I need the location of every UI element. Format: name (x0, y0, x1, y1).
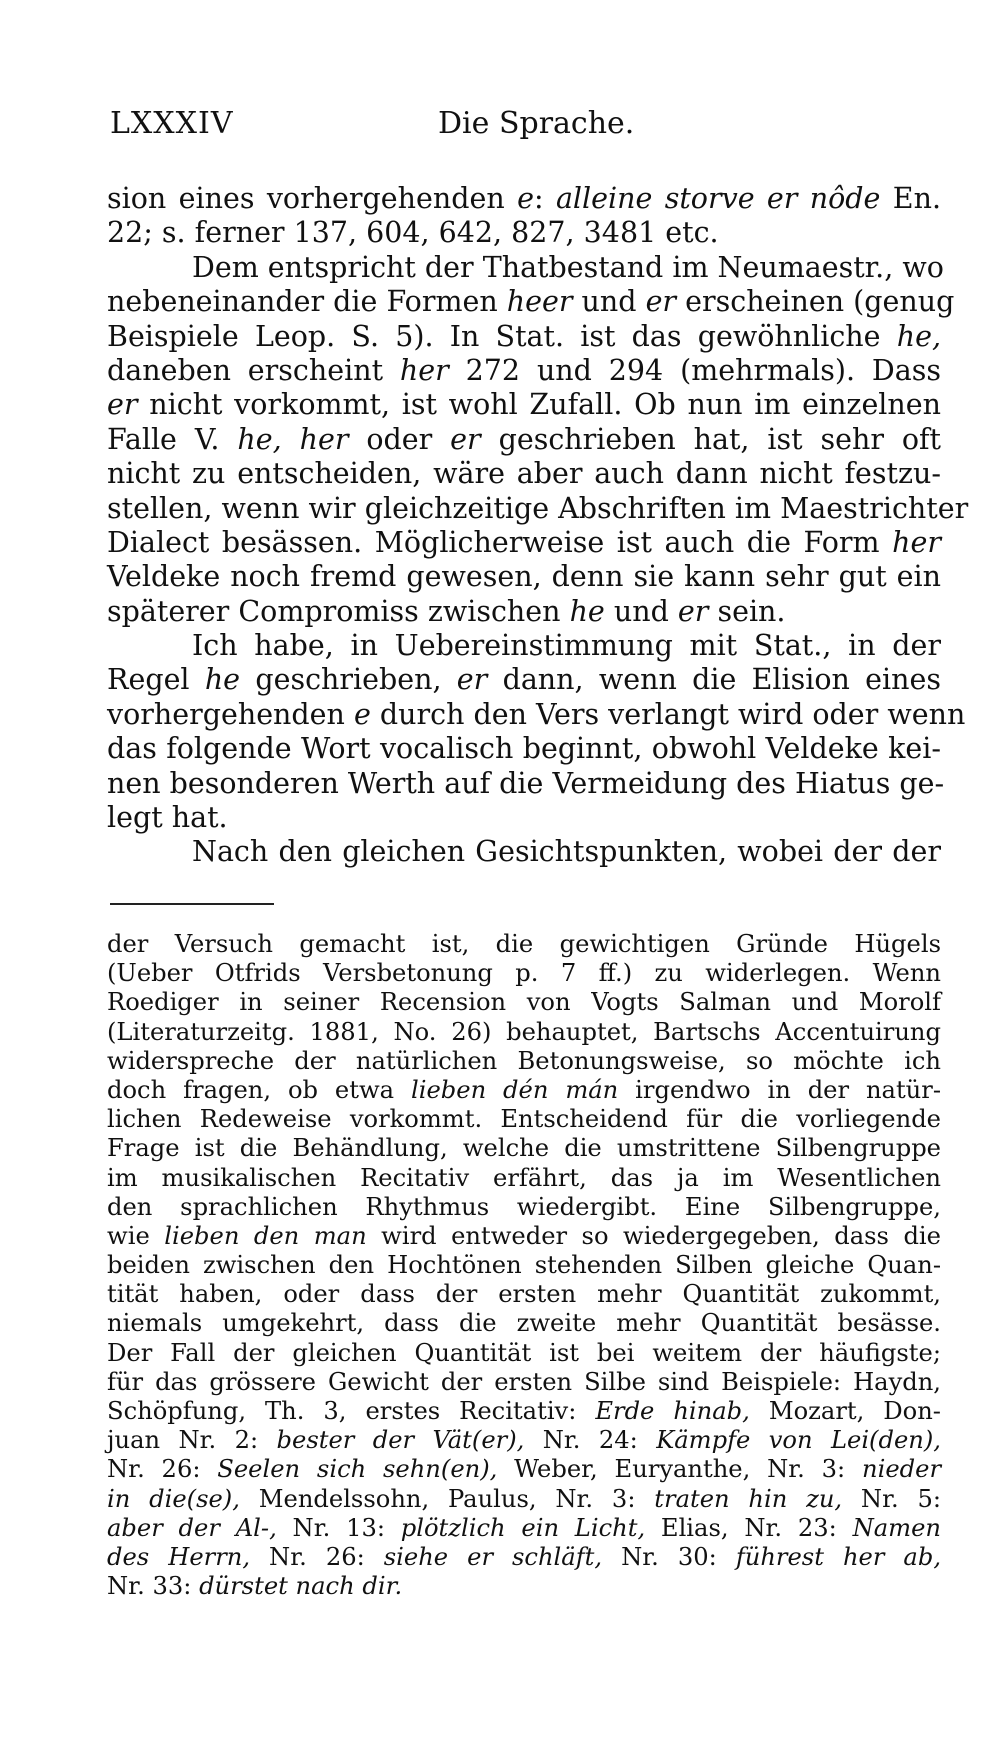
italic-text: führest her ab, (735, 1542, 942, 1571)
text-run: Nr. 33: (107, 1572, 200, 1601)
text-run: Ich habe, in Uebereinstimmung mit Stat., in der (192, 629, 941, 663)
footnote-line (107, 930, 941, 959)
text-line (107, 182, 941, 216)
text-run: 22; s. ferner 137, 604, 642, 827, 3481 etc. (107, 216, 719, 250)
italic-text: des Herrn, (107, 1542, 251, 1571)
text-run: Nr. 24: (524, 1426, 657, 1455)
footnote-line (107, 1076, 941, 1105)
text-run: widerspreche der natürlichen Betonungsweise, so möchte ich (107, 1046, 941, 1075)
text-run: und (572, 285, 646, 319)
text-line (107, 354, 941, 388)
footnote-line (107, 1251, 941, 1280)
running-head (110, 106, 944, 146)
italic-text: plötzlich ein Licht, (400, 1513, 646, 1542)
text-line (107, 491, 969, 526)
footnote-line (107, 1397, 941, 1426)
main-text (107, 182, 969, 870)
footnote-line (107, 1485, 941, 1514)
footnote-line (107, 959, 941, 988)
footnote-line (107, 1368, 941, 1397)
text-run: Roediger in seiner Recension von Vogts Salman und Morolf (107, 988, 941, 1017)
text-line (107, 250, 944, 285)
text-line (107, 320, 941, 354)
text-run: : (533, 182, 556, 215)
text-run: Nr. 5: (842, 1484, 942, 1513)
italic-text: er (677, 594, 709, 628)
text-run: erscheinen (genug (676, 285, 955, 319)
italic-text: er (450, 422, 481, 456)
text-run: geschrieben hat, ist sehr oft (480, 422, 942, 456)
footnote-line (107, 1309, 941, 1338)
italic-text: Seelen sich sehn(en), (217, 1455, 498, 1484)
footnote-line (107, 1280, 941, 1309)
italic-text: lieben dén mán (410, 1075, 619, 1104)
footnote-line (107, 988, 941, 1017)
text-line (107, 388, 941, 422)
text-run: den sprachlichen Rhythmus wiedergibt. Eine Silbengruppe, (107, 1192, 941, 1221)
italic-text: bester der Vät(er), (276, 1426, 525, 1455)
italic-text: he, (896, 319, 941, 353)
page-number: LXXXIV (110, 106, 234, 141)
text-run: stellen, wenn wir gleichzeitige Abschriften im Maestrichter (107, 491, 969, 525)
text-run: Weber, Euryanthe, Nr. 3: (497, 1455, 863, 1484)
italic-text: in die(se), (107, 1484, 240, 1513)
text-run: lichen Redeweise vorkommt. Entscheidend für die vorliegende (107, 1105, 941, 1134)
text-run: das folgende Wort vocalisch beginnt, obwohl Veldeke kei- (107, 732, 941, 766)
running-title: Die Sprache. (438, 106, 635, 141)
italic-text: Kämpfe von Lei(den), (656, 1426, 941, 1455)
text-run: dann, wenn die Elision eines (487, 663, 941, 697)
text-run: Frage ist die Behändlung, welche die umstrittene Silbengruppe (107, 1134, 941, 1163)
text-run: nebeneinander die Formen (107, 285, 507, 319)
text-run: oder (348, 422, 451, 456)
italic-text: nieder (862, 1455, 942, 1484)
text-run: wird entweder so wiedergegeben, dass die (366, 1221, 941, 1250)
italic-text: e (517, 182, 534, 215)
italic-text: alleine storve er nôde (555, 182, 881, 215)
italic-text: traten hin zu, (654, 1484, 843, 1513)
footnote-line (107, 1193, 941, 1222)
text-run: irgendwo in der natür- (618, 1075, 941, 1104)
text-line (107, 766, 945, 801)
italic-text: er (107, 388, 138, 422)
text-run: Regel (107, 663, 205, 697)
italic-text: he, her (237, 422, 349, 456)
text-run: wie (107, 1221, 165, 1250)
text-run: und (604, 594, 678, 628)
text-line (107, 526, 941, 560)
footnote-text (107, 930, 941, 1601)
italic-text: er (456, 663, 488, 697)
footnote-line (107, 1426, 941, 1455)
text-run: nen besonderen Werth auf die Vermeidung des Hiatus ge- (107, 766, 945, 800)
text-run: späterer Compromiss zwischen (107, 594, 570, 628)
footnote-line (107, 1514, 941, 1543)
text-line (107, 697, 966, 732)
text-run: Mozart, Don- (749, 1397, 941, 1425)
text-line (107, 629, 941, 663)
text-run: (Literaturzeitg. 1881, No. 26) behauptet, Bartschs Accentuirung (107, 1017, 941, 1046)
text-run: Nr. 26: (250, 1542, 384, 1571)
text-run: Falle V. (107, 422, 238, 456)
footnote-line (107, 1339, 941, 1368)
italic-text: siehe er schläft, (383, 1542, 603, 1571)
text-run: nicht vorkommt, ist wohl Zufall. Ob nun im einzelnen (137, 388, 941, 422)
text-run: Nach den gleichen Gesichtspunkten, wobei der der (192, 835, 941, 869)
text-run: geschrieben, (240, 663, 457, 697)
text-run: durch den Vers verlangt wird oder wenn (370, 697, 966, 731)
italic-text: her (399, 353, 449, 387)
text-run: für das grössere Gewicht der ersten Silbe sind Beispiele: Haydn, (107, 1367, 941, 1396)
footnote-line (107, 1222, 941, 1251)
footnote-line (107, 1543, 941, 1572)
italic-text: lieben den man (164, 1221, 367, 1250)
italic-text: e (353, 697, 371, 731)
italic-text: Namen (852, 1513, 941, 1542)
footnote-line (107, 1047, 941, 1076)
text-line (107, 560, 941, 594)
text-run: Nr. 30: (602, 1542, 736, 1571)
italic-text: aber der Al-, (107, 1513, 277, 1542)
text-line (107, 595, 941, 629)
italic-text: he (569, 594, 605, 628)
footnote-line (107, 1164, 941, 1193)
footnote-line (107, 1105, 941, 1134)
text-run: sion eines vorhergehenden (107, 182, 518, 215)
footnote-line (107, 1134, 941, 1163)
text-line (107, 423, 941, 457)
footnote-rule (110, 903, 274, 905)
italic-text: her (892, 525, 941, 559)
text-run: im musikalischen Recitativ erfährt, das ja im Wesentlichen (107, 1163, 941, 1192)
text-run: Der Fall der gleichen Quantität ist bei weitem der häufigste; (107, 1338, 941, 1367)
text-run: niemals umgekehrt, dass die zweite mehr Quantität besässe. (107, 1309, 941, 1338)
text-run: beiden zwischen den Hochtönen stehenden Silben gleiche Quan- (107, 1251, 941, 1280)
text-line (107, 663, 941, 697)
text-run: juan Nr. 2: (107, 1426, 277, 1455)
text-line (107, 216, 941, 250)
text-run: sein. (708, 594, 786, 628)
text-run: Mendelssohn, Paulus, Nr. 3: (239, 1484, 655, 1513)
italic-text: dürstet nach dir. (199, 1572, 403, 1601)
italic-text: heer (506, 285, 573, 319)
text-line (107, 285, 955, 319)
text-run: Dem entspricht der Thatbestand im Neumaestr., wo (192, 250, 944, 284)
italic-text: Erde hinab, (595, 1397, 750, 1425)
text-run: Elias, Nr. 23: (645, 1513, 853, 1542)
text-run: En. (880, 182, 942, 215)
text-run: Schöpfung, Th. 3, erstes Recitativ: (107, 1397, 596, 1425)
text-run: Nr. 26: (107, 1455, 218, 1484)
text-run: nicht zu entscheiden, wäre aber auch dann nicht festzu- (107, 457, 941, 491)
text-run: doch fragen, ob etwa (107, 1075, 411, 1104)
text-run: Veldeke noch fremd gewesen, denn sie kann sehr gut ein (107, 560, 941, 594)
text-run: Dialect besässen. Möglicherweise ist auch die Form (107, 525, 893, 559)
text-line (107, 457, 941, 491)
text-line (107, 835, 941, 869)
text-run: 272 und 294 (mehrmals). Dass (448, 353, 941, 387)
text-run: Beispiele Leop. S. 5). In Stat. ist das gewöhnliche (107, 319, 897, 353)
text-run: tität haben, oder dass der ersten mehr Quantität zukommt, (107, 1280, 941, 1309)
text-run: (Ueber Otfrids Versbetonung p. 7 ff.) zu widerlegen. Wenn (107, 959, 941, 988)
footnote-line (107, 1572, 941, 1601)
text-run: Nr. 13: (276, 1513, 401, 1542)
italic-text: he (204, 663, 241, 697)
text-run: daneben erscheint (107, 353, 400, 387)
text-run: vorhergehenden (107, 697, 354, 731)
text-line (107, 801, 941, 835)
footnote-line (107, 1455, 941, 1484)
text-run: der Versuch gemacht ist, die gewichtigen Gründe Hügels (107, 930, 941, 958)
footnote-line (107, 1018, 941, 1047)
italic-text: er (645, 285, 677, 319)
text-line (107, 732, 941, 766)
text-run: legt hat. (107, 801, 228, 835)
